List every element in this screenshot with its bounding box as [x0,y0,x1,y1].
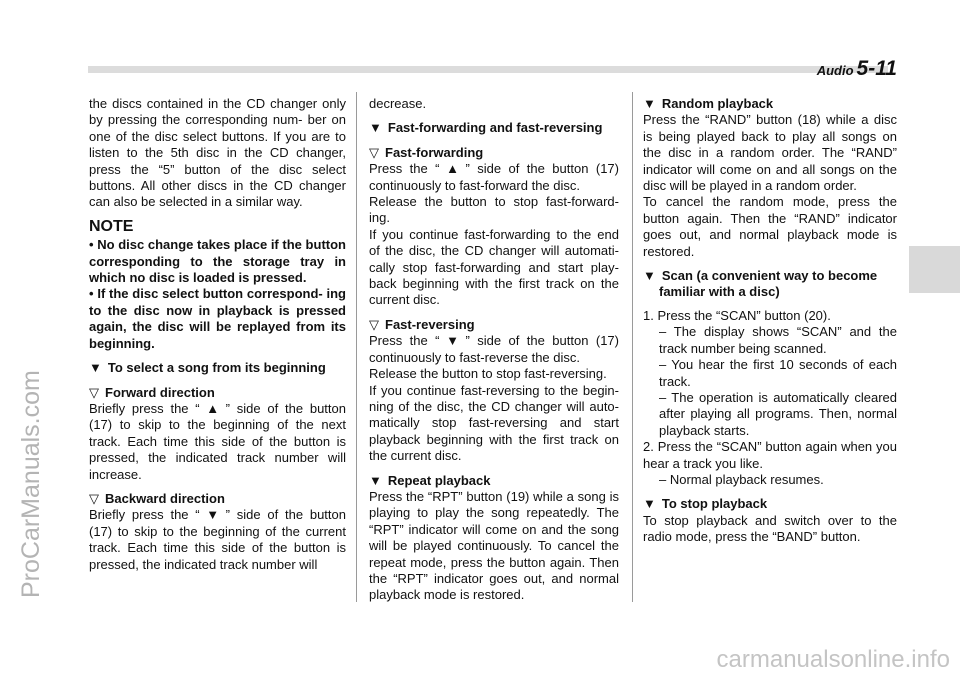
text: Briefly press the “ [89,400,200,416]
paragraph: the discs contained in the CD changer only by pressing the corresponding num- ber on one of the disc select buttons. If you are to listen to the 5th disc in the CD changer, press the “5” button of the disc select buttons. All other discs in the CD changer can also be selected in a similar way. [89,96,346,210]
note-item [89,237,346,286]
heading-text: Fast-reversing [385,316,475,332]
paragraph: Press the “RPT” button (19) while a song is playing to play the song repeatedly. The “RPT” indicator will come on and the song will be played continuously. To cancel the repeat mode, press the button again. Then the “RPT” indicator goes out, and normal playback mode is restored. [369,488,619,603]
column-divider [356,92,357,602]
heading-text: Forward direction [105,384,215,400]
paragraph [89,507,346,573]
list-subitem: – You hear the first 10 seconds of each track. [659,357,897,389]
triangle-up-icon: ▲ [206,400,220,416]
text: Press the “ [369,333,440,349]
paragraph: Press the “RAND” button (18) while a disc is being played back to play all songs on the disc in a random order. The “RAND” indicator will come on and all songs on the disc will be played in a random order. [643,112,897,194]
paragraph: decrease. [369,96,427,111]
outline-triangle-icon: ▽ [89,490,99,506]
column-1 [89,96,346,573]
filled-triangle-icon: ▼ [643,268,656,284]
text: Press the “ [369,161,440,177]
paragraph [369,333,619,366]
paragraph: Release the button to stop fast-forward- ing. [369,194,619,226]
bullet-icon: • [89,237,94,253]
paragraph: To cancel the random mode, press the button again. Then the “RAND” indicator goes out, and normal playback mode is restored. [643,194,897,259]
section-heading [643,496,897,512]
heading-text: Backward direction [105,490,225,506]
paragraph: Release the button to stop fast-reversing. [369,366,607,382]
heading-text: To stop playback [661,496,768,512]
section-heading [643,268,897,301]
list-item: 2. Press the “SCAN” button again when you hear a track you like. [643,439,897,471]
paragraph: To stop playback and switch over to the radio mode, press the “BAND” button. [643,512,897,545]
column-3 [643,96,897,546]
text: ” side of the button (17) to skip to the beginning of the current track. Each time this side of the button is pressed, the indicated track number will [89,507,346,572]
paragraph [89,401,346,483]
text: ” side of the button (17) continuously to fast-forward the disc. [369,161,619,193]
heading-text: Fast-forwarding [385,144,484,160]
section-heading [369,120,619,136]
subsection-heading [89,491,346,507]
heading-text: Scan (a convenient way to become familiar with a disc) [659,268,878,300]
subsection-heading [89,385,346,401]
triangle-up-icon: ▲ [446,161,459,177]
page-header [817,57,897,81]
subsection-heading [369,317,619,333]
side-watermark: ProCarManuals.com [17,370,45,598]
subsection-heading [369,145,619,161]
heading-text: Random playback [661,96,774,111]
list-subitem: – Normal playback resumes. [659,471,824,487]
paragraph: If you continue fast-forwarding to the end of the disc, the CD changer will automati- cally stop fast-forwarding and start play- back beginning with the first track on the current disc. [369,226,619,308]
column-divider [632,92,633,602]
filled-triangle-icon: ▼ [643,96,656,111]
section-heading [643,96,897,112]
note-heading: NOTE [89,217,134,235]
list-subitem: – The operation is automatically cleared after playing all programs. Then, normal playback starts. [659,389,897,438]
filled-triangle-icon: ▼ [89,360,102,376]
triangle-down-icon: ▼ [206,507,220,523]
heading-text: Repeat playback [387,472,491,488]
note-item [89,286,346,352]
outline-triangle-icon: ▽ [369,144,379,160]
note-text: No disc change takes place if the button corresponding to the storage tray in which no disc is loaded is pressed. [89,237,346,286]
bullet-icon: • [89,286,94,302]
triangle-down-icon: ▼ [446,333,459,349]
section-heading [89,360,346,376]
text: Briefly press the “ [89,507,200,523]
list-item: 1. Press the “SCAN” button (20). [643,307,831,323]
filled-triangle-icon: ▼ [369,472,382,488]
filled-triangle-icon: ▼ [369,120,382,136]
paragraph [369,161,619,194]
heading-text: To select a song from its beginning [107,360,326,376]
section-title: Audio [816,63,854,78]
outline-triangle-icon: ▽ [89,384,99,400]
note-text: If the disc select button correspond- ing to the disc now in playback is pressed again, the disc will be replayed from its beginning. [89,286,346,351]
outline-triangle-icon: ▽ [369,316,379,332]
section-heading [369,473,619,489]
heading-text: Fast-forwarding and fast-reversing [387,120,603,136]
text: ” side of the button (17) to skip to the beginning of the next track. Each time this side of the button is pressed, the indicated track number will increase. [89,400,346,482]
filled-triangle-icon: ▼ [643,496,656,512]
header-rule [88,66,888,73]
paragraph: If you continue fast-reversing to the begin- ning of the disc, the CD changer will auto- matically stop fast-reversing and start playback beginning with the first track on the current disc. [369,382,619,464]
list-subitem: – The display shows “SCAN” and the track number being scanned. [659,324,897,356]
chapter-tab [909,246,960,293]
page-number: 5-11 [856,57,897,80]
bottom-watermark: carmanualsonline.info [716,646,950,673]
text: ” side of the button (17) continuously to fast-reverse the disc. [369,333,619,365]
column-2 [369,96,619,604]
